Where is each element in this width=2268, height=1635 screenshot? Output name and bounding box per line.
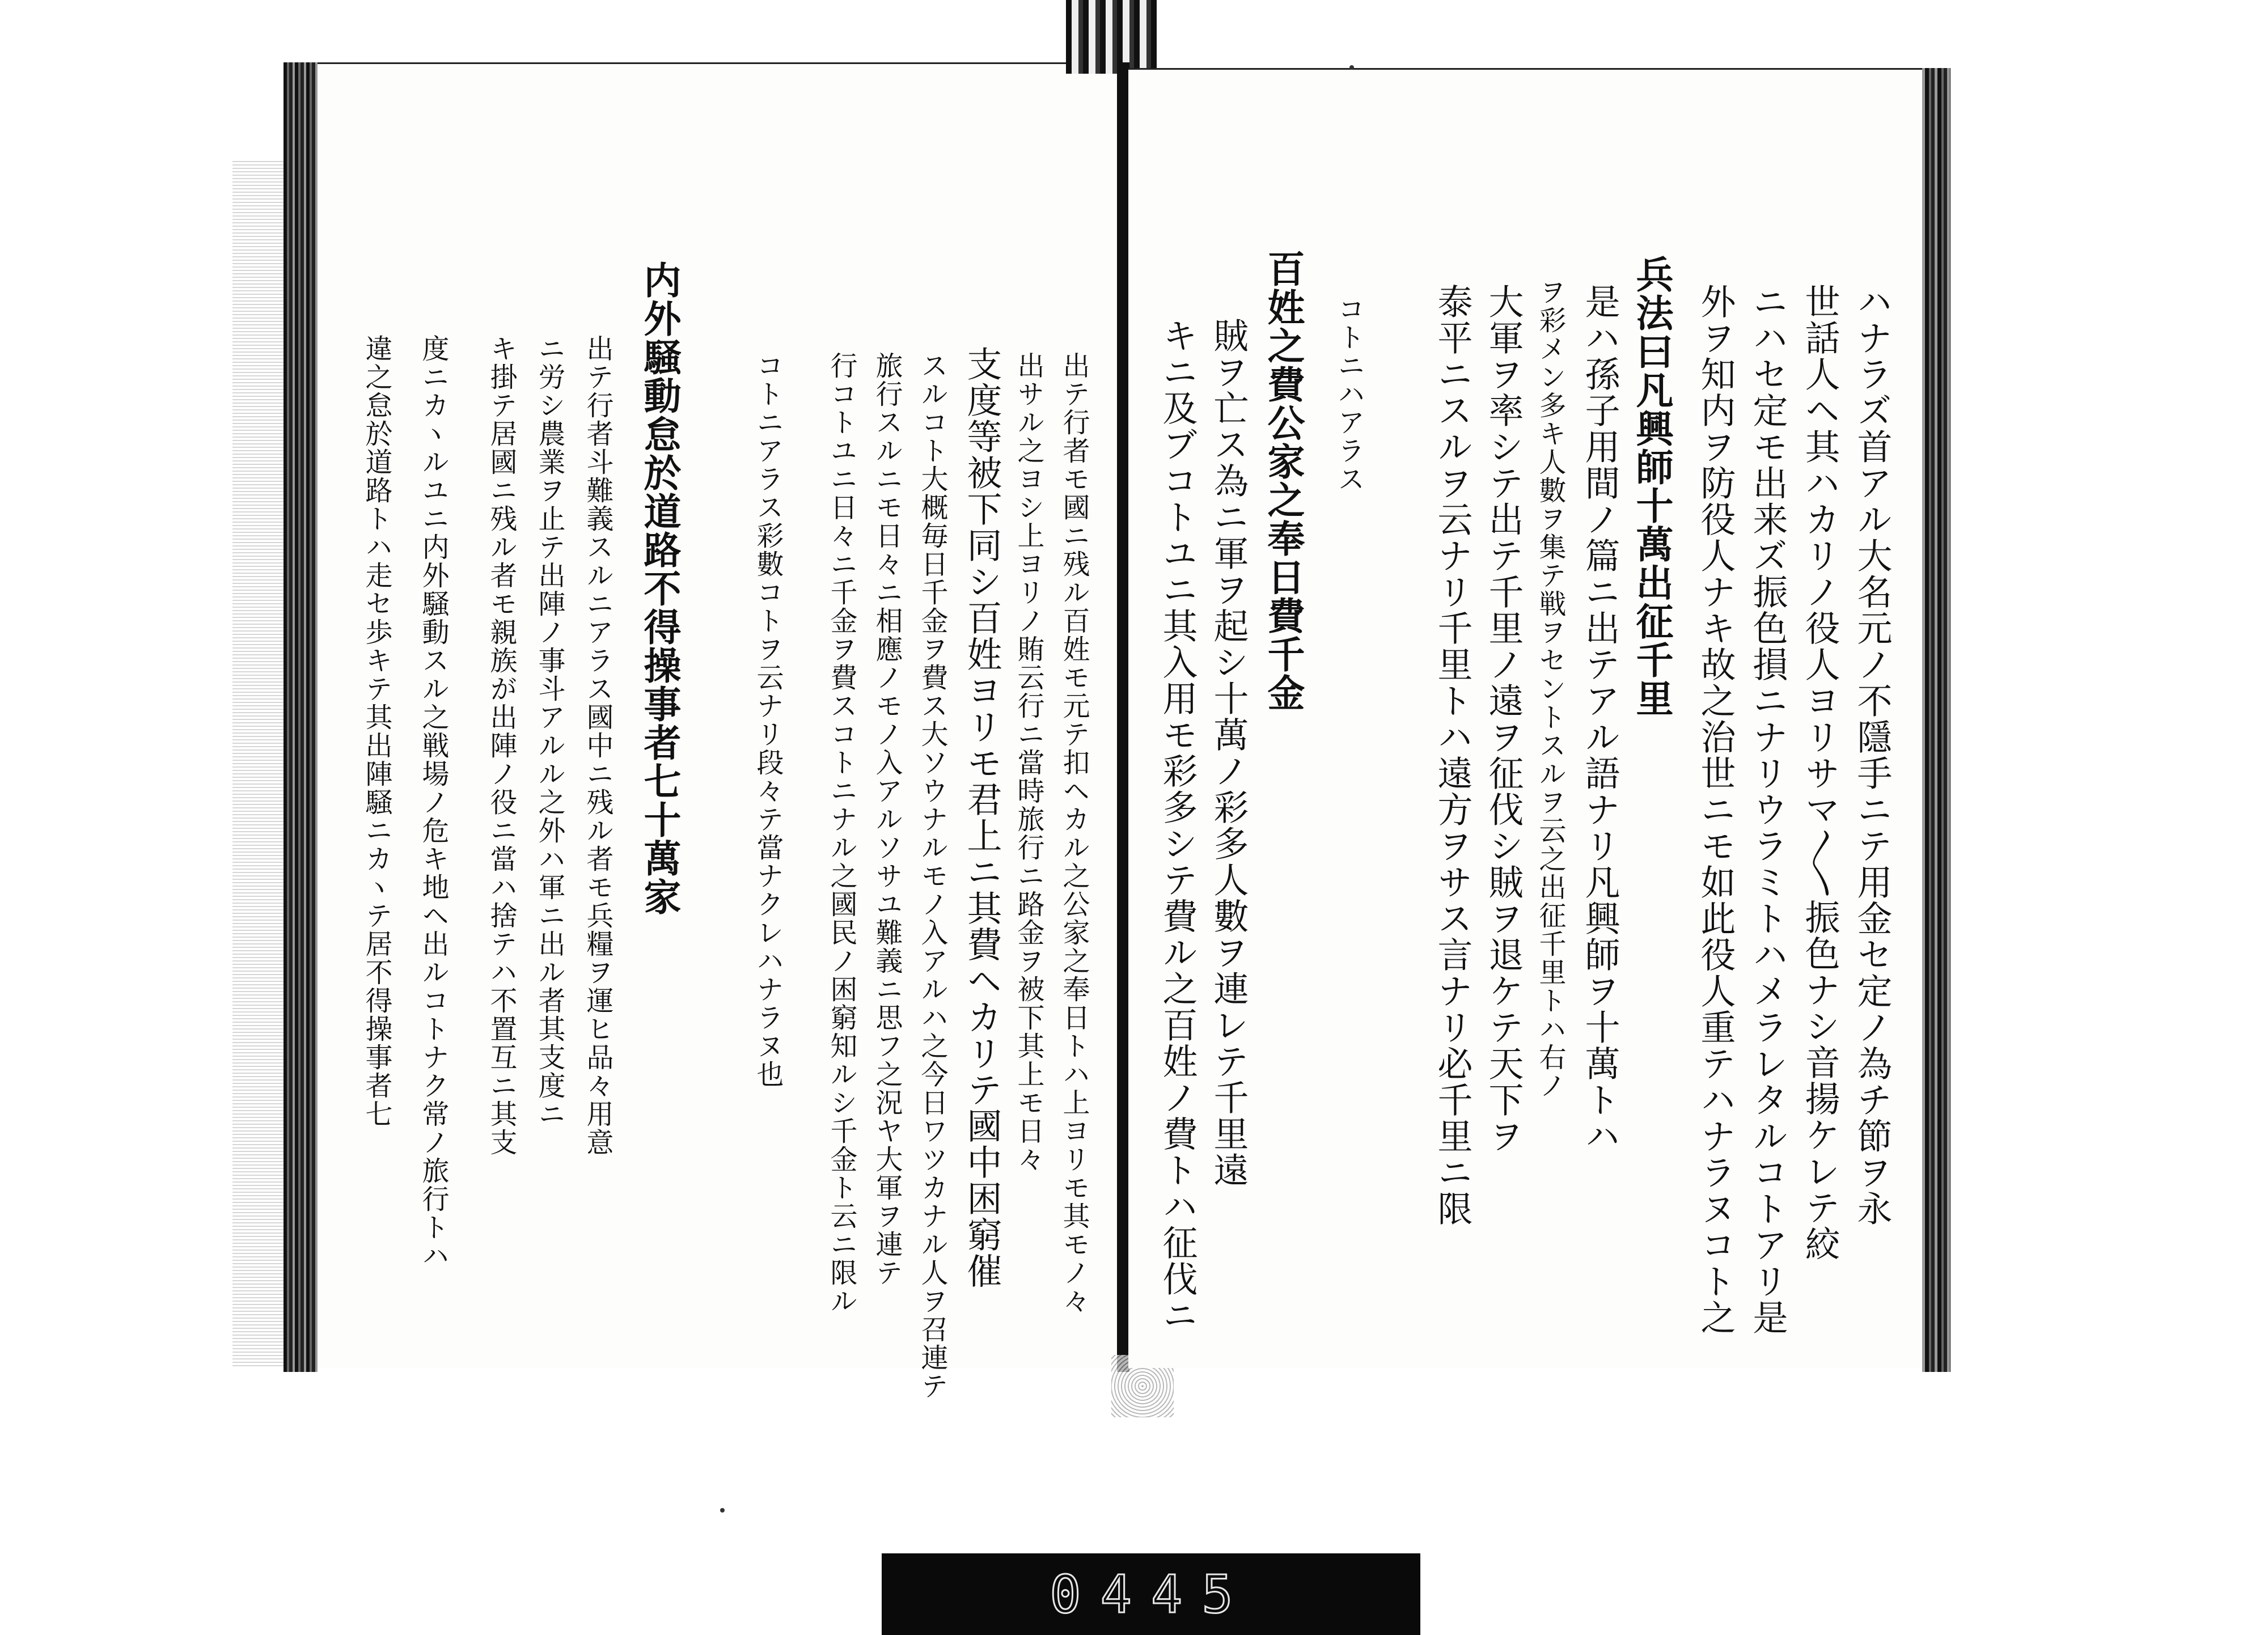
archive-number-stamp — [882, 1553, 1420, 1635]
archive-number: 0445 — [1050, 1564, 1253, 1625]
right-heading-1: 兵法曰凡興師十萬出征千里 — [1630, 255, 1674, 718]
right-col-2: 世話人ヘ其ハカリノ役人ヨリサマ〳〵振色ナシ音揚ケレテ絞 — [1799, 283, 1840, 1262]
left-col-7: コトニアラス彩數コトヲ云ナリ段々テ當ナクレハナラヌ也 — [752, 351, 784, 1088]
right-col-10: コトニハアラス — [1333, 295, 1365, 493]
right-col-7: ヲ彩メン多キ人數ヲ集テ戦ヲセントスルヲ云之出征千里トハ右ノ — [1534, 278, 1566, 1100]
right-col-6: 是ハ孫子用間ノ篇ニ出テアル語ナリ凡興師ヲ十萬トハ — [1579, 283, 1620, 1154]
right-col-13: キニ及ブコトユニ其入用モ彩多シテ費ル之百姓ノ費トハ征伐ニ — [1157, 317, 1198, 1333]
right-col-9: 泰平ニスルヲ云ナリ千里トハ遠方ヲサス言ナリ必千里ニ限 — [1432, 283, 1473, 1227]
speck — [720, 1508, 725, 1513]
book-spine — [1117, 62, 1129, 1372]
right-col-3: ニハセ定モ出来ズ振色損ニナリウラミトハメラレタルコトアリ是 — [1747, 283, 1788, 1336]
left-col-3: 支度等被下同シ百姓ヨリモ君上ニ其費ヘカリテ國中困窮催 — [961, 346, 1002, 1289]
left-book-edge — [284, 62, 318, 1372]
right-heading-2: 百姓之費公家之奉日費千金 — [1261, 249, 1305, 712]
left-col-4: スルコト大概毎日千金ヲ費ス大ソウナルモノ入アルハ之今日ワツカナル人ヲ召連テ — [916, 351, 948, 1400]
right-col-1: ハナラズ首アル大名元ノ不隱手ニテ用金セ定ノ為チ節ヲ永 — [1851, 283, 1893, 1227]
left-col-6: 行コトユニ日々ニ千金ヲ費スコトニナル之國民ノ困窮知ルシ千金ト云ニ限ル — [826, 351, 857, 1315]
left-col-5: 旅行スルニモ日々ニ相應ノモノ入アルソサユ難義ニ思フ之況ヤ大軍ヲ連テ — [871, 351, 903, 1287]
left-col-1: 出テ行者モ國ニ残ル百姓モ元テ扣ヘカル之公家之奉日トハ上ヨリモ其モノ々 — [1058, 351, 1090, 1315]
spine-top-binding — [1066, 0, 1157, 74]
left-heading: 内外騒動怠於道路不得操事者七十萬家 — [637, 261, 682, 916]
left-col-12: 度ニカヽルユニ内外騒動スル之戦場ノ危キ地ヘ出ルコトナク常ノ旅行トハ — [417, 334, 449, 1270]
left-col-13: 違之怠於道路トハ走セ歩キテ其出陣騒ニカヽテ居不得操事者七 — [361, 334, 392, 1128]
left-col-11: キ掛テ居國ニ残ル者モ親族が出陣ノ役ニ當ハ捨テハ不置互ニ其支 — [485, 334, 517, 1157]
right-book-edge — [1922, 68, 1950, 1372]
right-col-12: 賊ヲ亡ス為ニ軍ヲ起シ十萬ノ彩多人數ヲ連レテ千里遠 — [1208, 317, 1249, 1188]
right-col-4: 外ヲ知内ヲ防役人ナキ故之治世ニモ如此役人重テハナラヌコト之 — [1695, 283, 1736, 1336]
left-page-edge-shadow — [232, 159, 284, 1366]
right-col-8: 大軍ヲ率シテ出テ千里ノ遠ヲ征伐シ賊ヲ退ケテ天下ヲ — [1483, 283, 1524, 1154]
left-col-10: ニ労シ農業ヲ止テ出陣ノ事斗アルル之外ハ軍ニ出ル者其支度ニ — [534, 334, 565, 1128]
left-col-9: 出テ行者斗難義スルニアラス國中ニ残ル者モ兵糧ヲ運ヒ品々用意 — [582, 334, 613, 1157]
speck — [1349, 65, 1354, 70]
left-col-2: 出サル之ヨシ上ヨリノ賄云行ニ當時旅行ニ路金ヲ被下其上モ日々 — [1013, 351, 1044, 1174]
